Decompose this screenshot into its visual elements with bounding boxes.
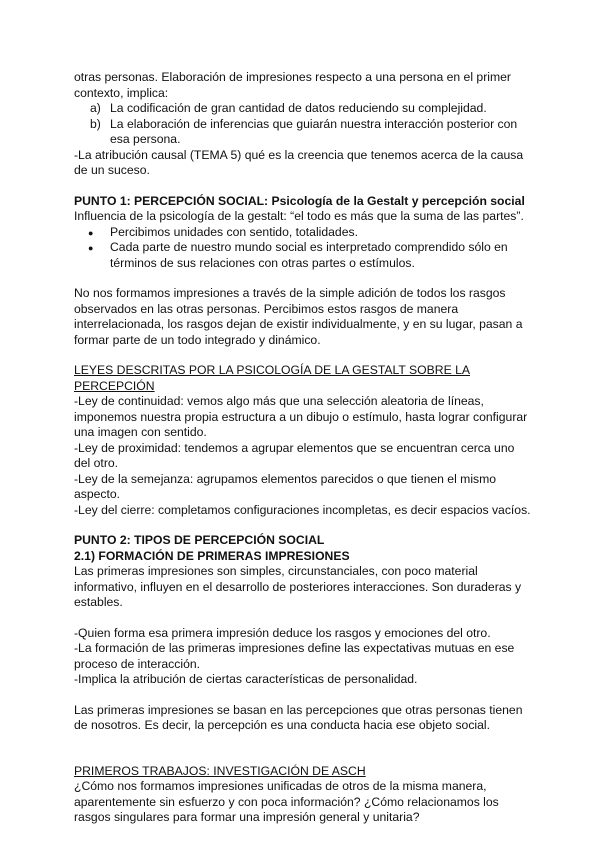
punto1-heading: PUNTO 1: PERCEPCIÓN SOCIAL: Psicología de la Gestalt y percepción social xyxy=(74,193,525,208)
perception-paragraph: Las primeras impresiones se basan en las percepciones que otras personas tienen de nosotros. Es decir, la percepción es una conducta hacia ese objeto social. xyxy=(74,702,523,732)
bullet-icon: ● xyxy=(88,243,94,253)
gestalt-influence: Influencia de la psicología de la gestalt: “el todo es más que la suma de las partes”. xyxy=(74,209,524,223)
first-impression-point: -Quien forma esa primera impresión deduce los rasgos y emociones del otro. xyxy=(74,625,491,640)
list-marker: b) xyxy=(90,116,101,131)
ley-cierre: -Ley del cierre: completamos configuraciones incompletas, es decir espacios vacíos. xyxy=(74,502,531,517)
ley-semejanza: -Ley de la semejanza: agrupamos elementos parecidos o que tienen el mismo aspecto. xyxy=(74,471,497,501)
asch-question: ¿Cómo nos formamos impresiones unificadas de otros de la misma manera, aparentemente sin esfuerzo y con poca información? ¿Cómo relacionamos los rasgos singulares para formar una impresión general y unitaria? xyxy=(74,779,499,824)
section-2-1-heading: 2.1) FORMACIÓN DE PRIMERAS IMPRESIONES xyxy=(74,548,350,563)
list-item-text: Cada parte de nuestro mundo social es interpretado comprendido sólo en términos de sus relaciones con otras partes o estímulos. xyxy=(110,240,508,270)
list-item xyxy=(74,117,534,148)
attribution-paragraph: -La atribución causal (TEMA 5) qué es la creencia que tenemos acerca de la causa de un suceso. xyxy=(74,147,524,177)
asch-heading: PRIMEROS TRABAJOS: INVESTIGACIÓN DE ASCH xyxy=(74,763,366,778)
list-item-text: Percibimos unidades con sentido, totalidades. xyxy=(110,224,358,239)
list-marker: a) xyxy=(90,101,101,115)
first-impression-point: -Implica la atribución de ciertas características de personalidad. xyxy=(74,672,418,686)
first-impressions-paragraph: Las primeras impresiones son simples, circunstanciales, con poco material informativo, influyen en el desarrollo de posteriores interacciones. Son duraderas y estables. xyxy=(74,564,522,609)
first-impression-point: -La formación de las primeras impresiones define las expectativas mutuas en ese proceso de interacción. xyxy=(74,641,515,671)
list-item xyxy=(74,101,534,117)
impressions-paragraph: No nos formamos impresiones a través de la simple adición de todos los rasgos observados en las otras personas. Percibimos estos rasgos de manera interrelacionada, los rasgos dejan de existir individualmente, y en su lugar, pasan a formar parte de un todo integrado y dinámico. xyxy=(74,286,523,347)
list-item xyxy=(74,240,534,271)
list-item-text: La codificación de gran cantidad de datos reduciendo su complejidad. xyxy=(110,101,487,115)
list-item xyxy=(74,225,534,241)
punto2-heading: PUNTO 2: TIPOS DE PERCEPCIÓN SOCIAL xyxy=(74,533,325,547)
gestalt-bullet-list xyxy=(74,225,534,272)
leyes-heading: LEYES DESCRITAS POR LA PSICOLOGÍA DE LA GESTALT SOBRE LA PERCEPCIÓN xyxy=(74,363,471,393)
intro-paragraph: otras personas. Elaboración de impresiones respecto a una persona en el primer contexto, implica: xyxy=(74,70,511,100)
ley-proximidad: -Ley de proximidad: tendemos a agrupar elementos que se encuentran cerca uno del otro. xyxy=(74,440,515,470)
document-page xyxy=(74,70,534,826)
list-item-text: La elaboración de inferencias que guiarán nuestra interacción posterior con esa persona. xyxy=(110,116,518,146)
ley-continuidad: -Ley de continuidad: vemos algo más que una selección aleatoria de líneas, imponemos nuestra propia estructura a un dibujo o estímulo, hasta lograr configurar una imagen con sentido. xyxy=(74,394,528,439)
bullet-icon: ● xyxy=(88,227,94,238)
inference-list xyxy=(74,101,534,148)
